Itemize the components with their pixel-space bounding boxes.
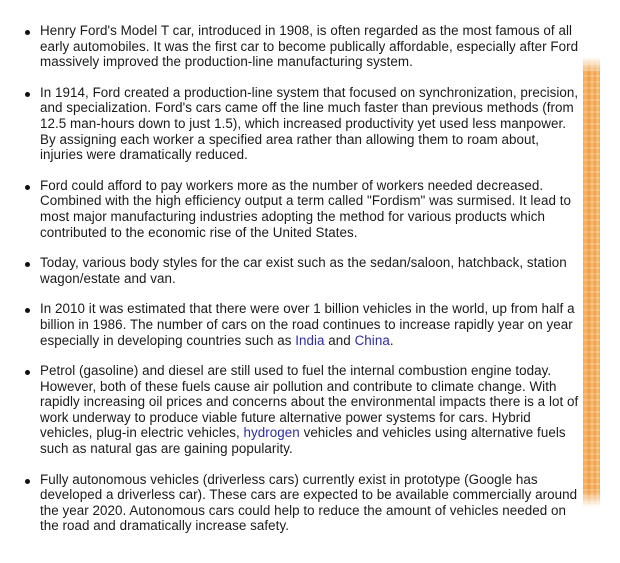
fact-text-after: vehicles and vehicles using alternative fuels such as natural gas are gaining popularity. bbox=[40, 425, 566, 457]
fact-text-middle: and bbox=[324, 332, 355, 348]
car-facts-list bbox=[40, 23, 580, 549]
strip-bottom-fade bbox=[583, 491, 600, 507]
decorative-orange-strip bbox=[583, 57, 600, 507]
china-link[interactable]: China bbox=[354, 332, 390, 348]
fact-vehicle-count bbox=[40, 301, 580, 348]
strip-top-fade bbox=[583, 57, 600, 73]
india-link[interactable]: India bbox=[295, 332, 325, 348]
fact-model-t bbox=[40, 23, 580, 70]
fact-text: Henry Ford's Model T car, introduced in 1908, is often regarded as the most famous of all early automobiles. It was the first car to become publically affordable, especially after Ford massively improved the production-line manufacturing system. bbox=[40, 23, 579, 70]
fact-text: Ford could afford to pay workers more as the number of workers needed decreased. Combined with the high efficiency output a term called "Fordism" was surmised. It lead to most major manufacturing industries adopting the method for various products which contributed to the economic rise of the United States. bbox=[40, 177, 571, 240]
fact-autonomous-cars bbox=[40, 472, 580, 534]
fact-production-line bbox=[40, 85, 580, 163]
fact-text-after: . bbox=[389, 332, 394, 348]
fact-text-before: Petrol (gasoline) and diesel are still used to fuel the internal combustion engine today. However, both of these fuels cause air pollution and contribute to climate change. With rapidly increasing oil prices and concerns about the environmental impacts there is a lot of work underway to produce viable future alternative power systems for cars. Hybrid vehicles, plug-in electric vehicles, bbox=[40, 363, 579, 441]
fact-text: Fully autonomous vehicles (driverless cars) currently exist in prototype (Google has developed a driverless car). These cars are expected to be available commercially around the year 2020. Autonomous cars could help to reduce the amount of vehicles needed on the road and dramatically increase safety. bbox=[40, 471, 578, 534]
fact-alternative-fuels bbox=[40, 363, 580, 457]
fact-text: In 1914, Ford created a production-line system that focused on synchronization, precision, and specialization. Ford's cars came off the line much faster than previous methods (from 12.5 man-hours down to just 1.5), which increased productivity yet used less manpower. By assigning each worker a specified area rather than allowing them to roam about, injuries were dramatically reduced. bbox=[40, 84, 579, 163]
fact-text: Today, various body styles for the car exist such as the sedan/saloon, hatchback, station wagon/estate and van. bbox=[40, 255, 567, 286]
hydrogen-link[interactable]: hydrogen bbox=[243, 425, 300, 441]
fact-body-styles bbox=[40, 255, 580, 286]
fact-text-before: In 2010 it was estimated that there were over 1 billion vehicles in the world, up from half a billion in 1986. The number of cars on the road continues to increase rapidly year on year especially in developing countries such as bbox=[40, 301, 575, 348]
fact-fordism bbox=[40, 178, 580, 240]
